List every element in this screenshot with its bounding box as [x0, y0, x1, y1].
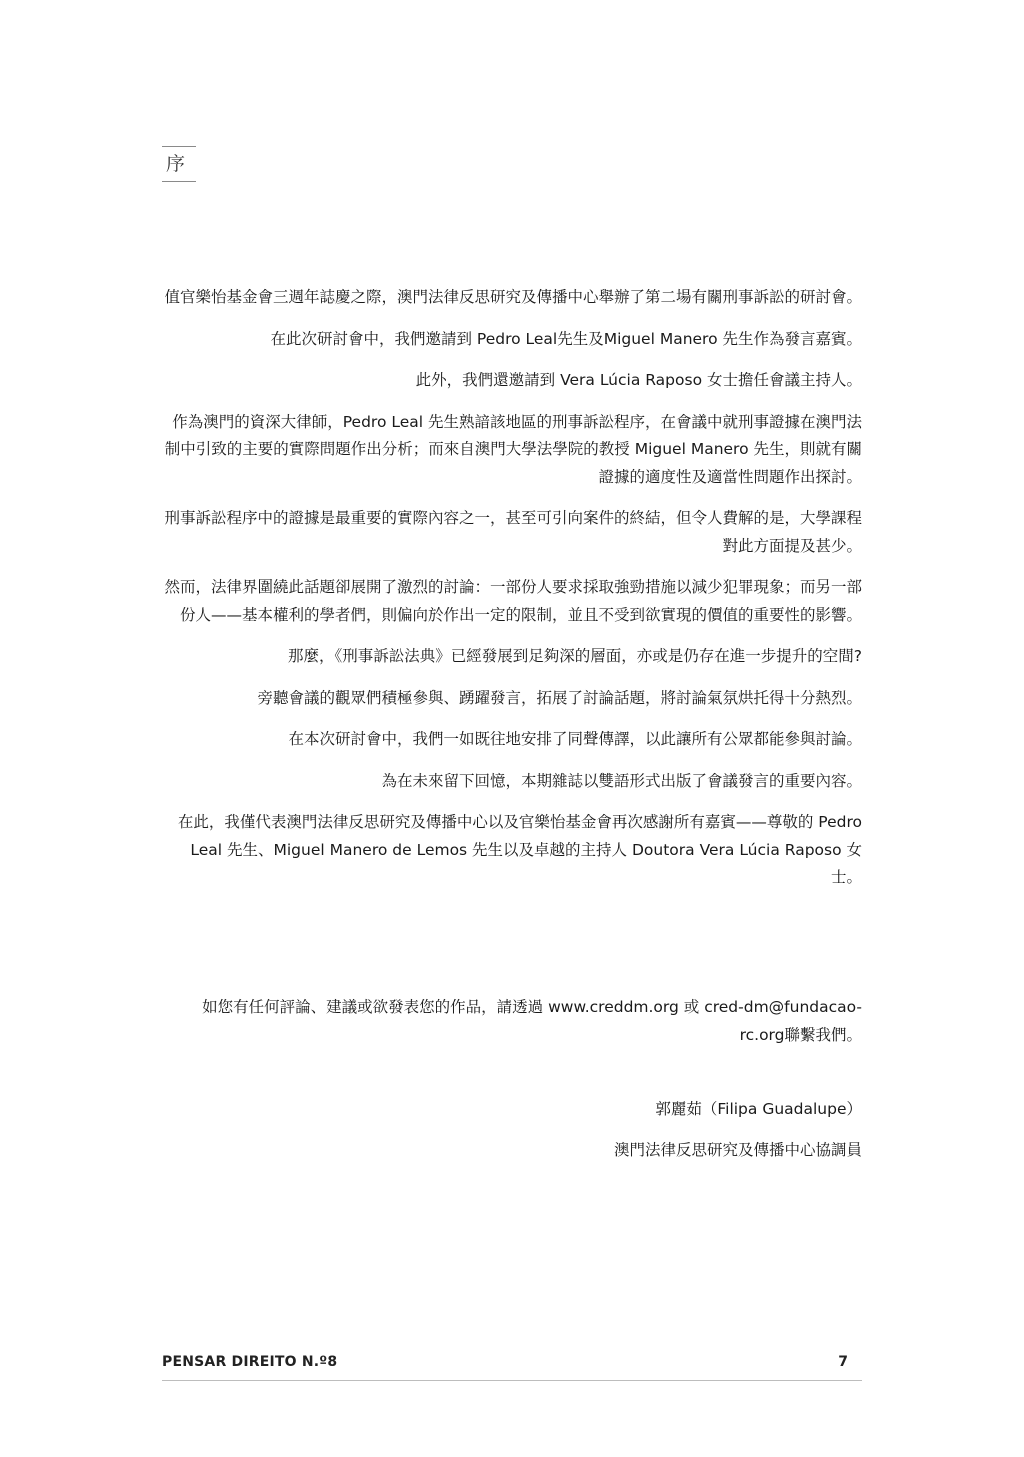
publication-title: PENSAR DIREITO N.º8 [162, 1354, 338, 1370]
paragraph: 為在未來留下回憶，本期雜誌以雙語形式出版了會議發言的重要內容。 [381, 771, 862, 790]
paragraph: 在此，我僅代表澳門法律反思研究及傳播中心以及官樂怡基金會再次感謝所有嘉賓——尊敬的 Pedro Leal 先生、Miguel Manero de Lemos 先生以及卓越的主持人 Doutora Vera Lúcia Raposo 女士。 [177, 813, 862, 886]
paragraph: 那麼，《刑事訴訟法典》已經發展到足夠深的層面，亦或是仍存在進一步提升的空間? [288, 647, 862, 665]
signature-block [162, 1096, 862, 1164]
section-heading [162, 146, 196, 182]
paragraph: 在此次研討會中，我們邀請到 Pedro Leal先生及Miguel Manero 先生作為發言嘉賓。 [270, 329, 862, 348]
paragraph: 此外，我們還邀請到 Vera Lúcia Raposo 女士擔任會議主持人。 [415, 371, 862, 389]
paragraph: 值官樂怡基金會三週年誌慶之際，澳門法律反思研究及傳播中心舉辦了第二場有關刑事訴訟的研討會。 [164, 288, 862, 306]
signature-name: 郭麗茹（Filipa Guadalupe） [655, 1100, 862, 1118]
preface-body [162, 284, 862, 906]
contact-text: 如您有任何評論、建議或欲發表您的作品，請透過 www.creddm.org 或 cred-dm@fundacao-rc.org聯繫我們。 [202, 998, 862, 1044]
heading-title: 序 [166, 153, 186, 175]
page-number: 7 [838, 1354, 848, 1370]
paragraph: 刑事訴訟程序中的證據是最重要的實際內容之一，甚至可引向案件的終結，但令人費解的是，大學課程對此方面提及甚少。 [164, 509, 862, 555]
contact-note [162, 994, 862, 1049]
heading-bottom-rule [162, 181, 196, 182]
page-footer [162, 1354, 862, 1381]
signature-role: 澳門法律反思研究及傳播中心協調員 [613, 1140, 862, 1159]
paragraph: 在本次研討會中，我們一如既往地安排了同聲傳譯，以此讓所有公眾都能參與討論。 [288, 730, 862, 748]
paragraph: 然而，法律界圍繞此話題卻展開了激烈的討論：一部份人要求採取強勁措施以減少犯罪現象；而另一部份人——基本權利的學者們，則偏向於作出一定的限制，並且不受到欲實現的價值的重要性的影響。 [164, 578, 862, 624]
paragraph: 作為澳門的資深大律師，Pedro Leal 先生熟諳該地區的刑事訴訟程序，在會議中就刑事證據在澳門法制中引致的主要的實際問題作出分析；而來自澳門大學法學院的教授 Miguel Manero 先生，則就有關證據的適度性及適當性問題作出探討。 [164, 412, 862, 486]
paragraph: 旁聽會議的觀眾們積極參與、踴躍發言，拓展了討論話題，將討論氣氛烘托得十分熱烈。 [257, 688, 862, 707]
